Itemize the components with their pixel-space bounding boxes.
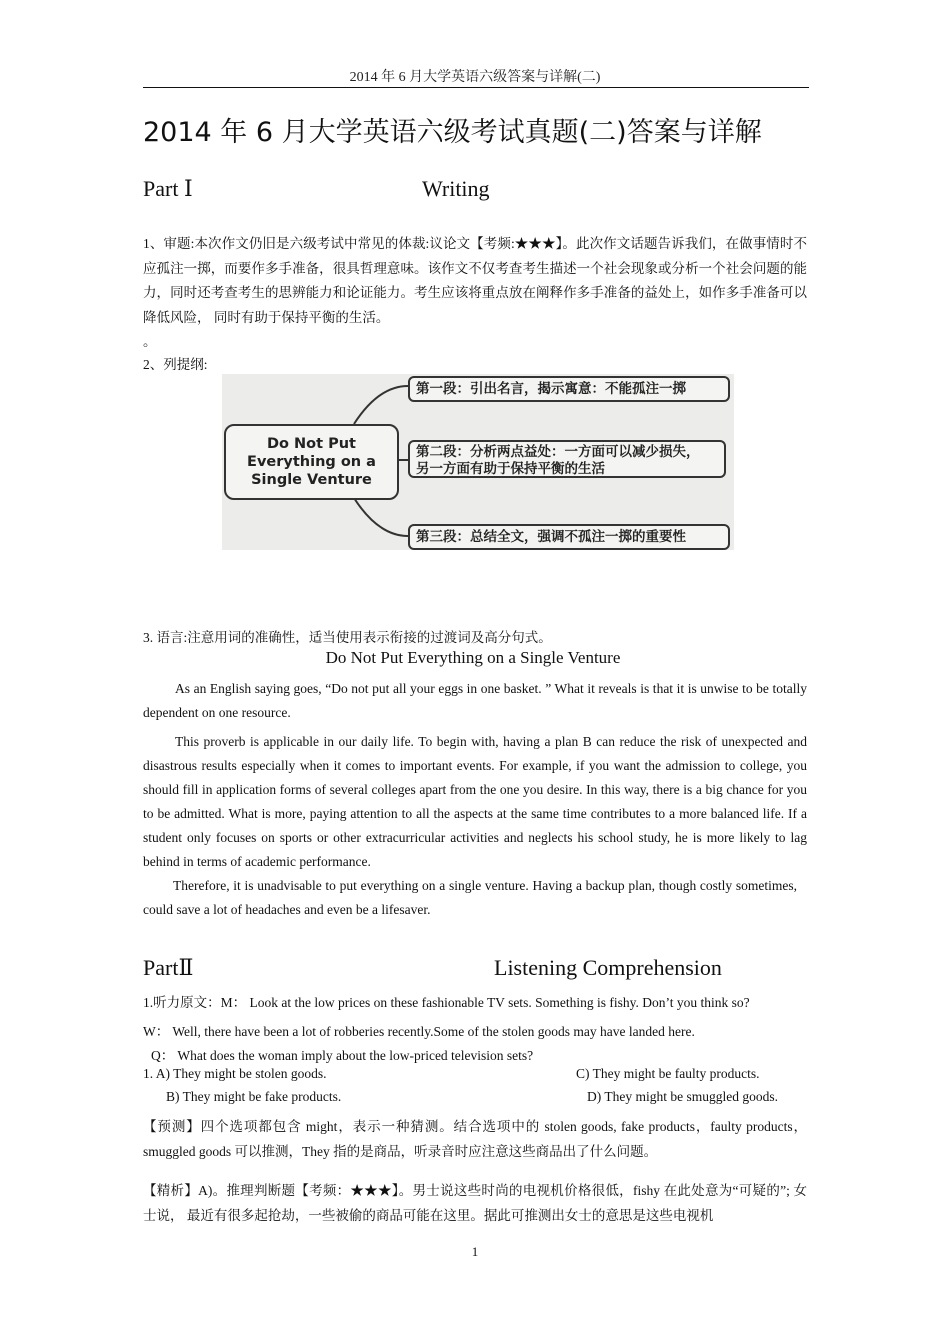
page-title: 2014 年 6 月大学英语六级考试真题(二)答案与详解 <box>143 117 762 148</box>
option-d: D) They might be smuggled goods. <box>587 1089 778 1104</box>
mindmap-center-node: Do Not Put Everything on a Single Venture <box>224 424 399 500</box>
header-rule <box>143 87 809 88</box>
analysis-note: 【精析】A)。推理判断题【考频：★★★】。男士说这些时尚的电视机价格很低，fishy 在此处意为“可疑的”; 女士说， 最近有很多起抢劫，一些被偷的商品可能在这里。据此可推测出女士的意思是这些电视机 <box>143 1183 807 1223</box>
option-a: 1. A) They might be stolen goods. <box>143 1066 327 1081</box>
review-item-1: 1、审题:本次作文仍旧是六级考试中常见的体裁:议论文【考频:★★★】。此次作文话题告诉我们，在做事情时不应孤注一掷，而要作多手准备，很具哲理意味。该作文不仅考查考生描述一个社会现象或分析一个社会问题的能力，同时还考查考生的思辨能力和论证能力。考生应该将重点放在阐释作多手准备的益处上，如作多手准备可以降低风险， 同时有助于保持平衡的生活。 <box>143 236 807 325</box>
connector-3 <box>354 498 408 536</box>
mindmap-branch-1: 第一段：引出名言，揭示寓意：不能孤注一掷 <box>408 376 730 402</box>
mindmap-branch-3: 第三段：总结全文，强调不孤注一掷的重要性 <box>408 524 730 550</box>
connector-1 <box>354 386 408 424</box>
mindmap-branch-2 <box>408 440 726 478</box>
mindmap-branch-2-line-2: 另一方面有助于保持平衡的生活 <box>416 461 605 477</box>
essay-paragraph-3: Therefore, it is unadvisable to put everything on a single venture. Having a backup plan, though costly sometimes, could save a lot of headaches and even be a lifesaver. <box>143 878 797 917</box>
stray-mark: 。 <box>143 334 157 349</box>
part2-name: Listening Comprehension <box>494 955 722 980</box>
language-item-3: 3. 语言:注意用词的准确性，适当使用表示衔接的过渡词及高分句式。 <box>143 630 552 645</box>
transcript-woman: W： Well, there have been a lot of robberies recently.Some of the stolen goods may have landed here. <box>143 1024 695 1039</box>
option-b: B) They might be fake products. <box>166 1089 342 1104</box>
prediction-note: 【预测】四个选项都包含 might，表示一种猜测。结合选项中的 stolen goods, fake products，faulty products，smuggled goods 可以推测，They 指的是商品，听录音时应注意这些商品出了什么问题。 <box>143 1119 807 1159</box>
option-c: C) They might be faulty products. <box>576 1066 760 1081</box>
part1-label: Part Ⅰ <box>143 176 193 201</box>
outline-mindmap <box>222 374 734 550</box>
essay-paragraph-1: As an English saying goes, “Do not put all your eggs in one basket. ” What it reveals is that it is unwise to be totally dependent on one resource. <box>143 681 807 720</box>
page-number: 1 <box>471 1244 479 1259</box>
essay-title: Do Not Put Everything on a Single Venture <box>325 648 621 667</box>
part2-label: PartⅡ <box>143 955 194 980</box>
mindmap-branch-2-line-1: 第二段：分析两点益处：一方面可以减少损失， <box>416 444 700 460</box>
running-header: 2014 年 6 月大学英语六级答案与详解(二) <box>349 70 601 85</box>
outline-item-2: 2、列提纲: <box>143 357 208 372</box>
transcript-question: Q： What does the woman imply about the low-priced television sets? <box>151 1048 534 1063</box>
part1-name: Writing <box>422 176 490 201</box>
transcript-man: 1.听力原文：M： Look at the low prices on these fashionable TV sets. Something is fishy. Don’t you think so? <box>143 995 750 1010</box>
essay-paragraph-2: This proverb is applicable in our daily life. To begin with, having a plan B can reduce the risk of unexpected and disastrous results especially when it comes to important events. For example, if you want the admission to college, you should fill in application forms of several colleges apart from the one you desire. In this way, there is a big chance for you to be admitted. What is more, paying attention to all the aspects at the same time contributes to a more balanced life. If a student only focuses on sports or other extracurricular activities and neglects his school study, he is more likely to lag behind in terms of academic performance. <box>143 734 807 869</box>
